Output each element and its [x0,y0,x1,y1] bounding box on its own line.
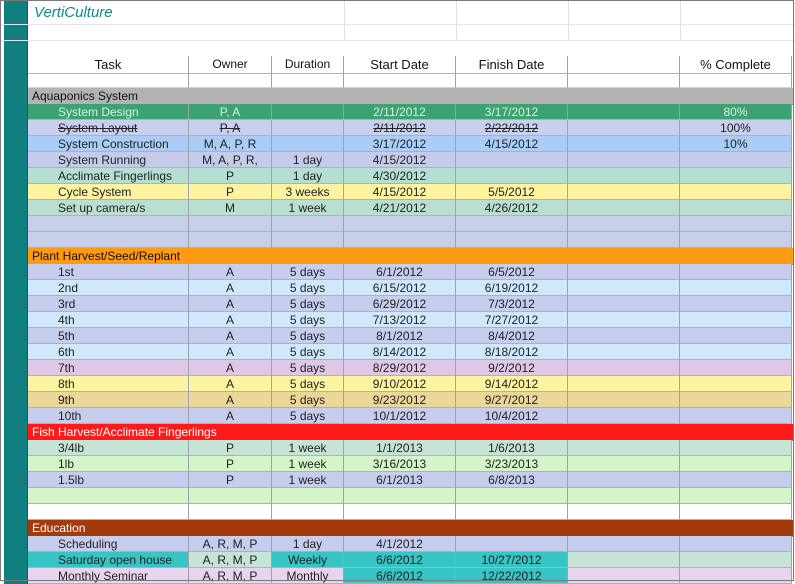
task-cell[interactable]: 10th [28,408,189,424]
percent-complete-cell[interactable] [680,344,792,360]
duration-cell[interactable] [272,488,344,504]
row-marker [4,504,28,520]
duration-cell[interactable]: 1 week [272,440,344,456]
table-row [0,152,795,168]
finish-date-cell[interactable] [456,168,568,184]
percent-complete-cell[interactable] [680,440,792,456]
start-date-cell[interactable]: 6/15/2012 [344,280,456,296]
blank-cell[interactable] [568,232,680,248]
row-marker [4,536,28,552]
owner-cell[interactable]: P [189,168,272,184]
row-marker [4,25,28,40]
percent-complete-cell[interactable]: 10% [680,136,792,152]
percent-complete-cell[interactable] [680,456,792,472]
blank-cell[interactable] [568,488,680,504]
table-row [0,472,795,488]
duration-cell[interactable]: 5 days [272,360,344,376]
section-row [0,248,795,264]
table-row [0,344,795,360]
table-row [0,552,795,568]
task-cell[interactable]: 3rd [28,296,189,312]
duration-cell[interactable]: 1 week [272,456,344,472]
blank-cell[interactable] [568,200,680,216]
task-cell[interactable]: Set up camera/s [28,200,189,216]
row-marker [4,312,28,328]
finish-date-cell[interactable]: 4/26/2012 [456,200,568,216]
row-marker [4,440,28,456]
blank-cell[interactable] [568,120,680,136]
percent-complete-cell[interactable] [680,328,792,344]
finish-date-cell[interactable]: 7/27/2012 [456,312,568,328]
blank-row [0,504,795,520]
duration-cell[interactable]: 5 days [272,312,344,328]
table-row [0,280,795,296]
task-cell[interactable]: Scheduling [28,536,189,552]
start-date-cell[interactable]: 4/21/2012 [344,200,456,216]
row-marker [4,152,28,168]
duration-cell[interactable]: 5 days [272,280,344,296]
blank-cell[interactable] [568,264,680,280]
blank-cell[interactable] [568,360,680,376]
owner-cell[interactable]: A [189,280,272,296]
empty-row [0,24,795,40]
task-cell[interactable]: 6th [28,344,189,360]
section-title[interactable]: Plant Harvest/Seed/Replant [32,249,181,263]
table-row [0,376,795,392]
duration-cell[interactable]: 1 day [272,152,344,168]
blank-cell[interactable] [568,328,680,344]
task-cell[interactable]: 4th [28,312,189,328]
start-date-cell[interactable]: 8/29/2012 [344,360,456,376]
blank-cell[interactable] [568,312,680,328]
finish-date-cell[interactable]: 3/23/2013 [456,456,568,472]
header-owner[interactable]: Owner [189,56,272,74]
task-cell[interactable]: 5th [28,328,189,344]
finish-date-cell[interactable] [456,152,568,168]
owner-cell[interactable]: P, A [189,120,272,136]
row-marker [4,74,28,88]
duration-cell[interactable]: 5 days [272,264,344,280]
table-row [0,440,795,456]
row-marker [4,216,28,232]
start-date-cell[interactable]: 6/6/2012 [344,568,456,584]
table-row [0,200,795,216]
task-cell[interactable]: 1st [28,264,189,280]
row-marker [4,168,28,184]
section-title[interactable]: Education [32,521,86,535]
table-row [0,360,795,376]
duration-cell[interactable]: 5 days [272,344,344,360]
duration-cell[interactable]: 5 days [272,296,344,312]
start-date-cell[interactable]: 6/6/2012 [344,552,456,568]
owner-cell[interactable]: A [189,360,272,376]
task-cell[interactable] [28,232,189,248]
finish-date-cell[interactable]: 7/3/2012 [456,296,568,312]
percent-complete-cell[interactable] [680,536,792,552]
section-row [0,88,795,104]
owner-cell[interactable]: A, R, M, P [189,536,272,552]
start-date-cell[interactable]: 4/15/2012 [344,152,456,168]
task-cell[interactable]: 3/4lb [28,440,189,456]
task-cell[interactable]: 9th [28,392,189,408]
percent-complete-cell[interactable] [680,200,792,216]
table-row [0,408,795,424]
percent-complete-cell[interactable] [680,184,792,200]
owner-cell[interactable]: A [189,296,272,312]
task-cell[interactable]: System Design [28,104,189,120]
owner-cell[interactable]: A [189,376,272,392]
start-date-cell[interactable]: 4/30/2012 [344,168,456,184]
percent-complete-cell[interactable]: 80% [680,104,792,120]
blank-row [0,232,795,248]
blank-cell[interactable] [568,408,680,424]
section-title[interactable]: Aquaponics System [32,89,139,103]
percent-complete-cell[interactable] [680,392,792,408]
percent-complete-cell[interactable] [680,488,792,504]
task-cell[interactable]: System Construction [28,136,189,152]
row-marker [4,328,28,344]
owner-cell[interactable]: M [189,200,272,216]
blank-cell[interactable] [568,440,680,456]
blank-cell[interactable] [568,104,680,120]
task-cell[interactable]: Saturday open house [28,552,189,568]
owner-cell[interactable]: P [189,456,272,472]
owner-cell[interactable]: A [189,392,272,408]
start-date-cell[interactable]: 8/14/2012 [344,344,456,360]
finish-date-cell[interactable]: 10/27/2012 [456,552,568,568]
column-header-row [0,56,795,74]
start-date-cell[interactable]: 6/1/2013 [344,472,456,488]
duration-cell[interactable] [272,216,344,232]
blank-cell[interactable] [568,296,680,312]
table-row [0,104,795,120]
start-date-cell[interactable]: 6/29/2012 [344,296,456,312]
finish-date-cell[interactable]: 6/5/2012 [456,264,568,280]
row-marker [4,376,28,392]
owner-cell[interactable]: A [189,312,272,328]
blank-cell[interactable] [568,280,680,296]
owner-cell[interactable]: A [189,344,272,360]
duration-cell[interactable]: 5 days [272,376,344,392]
duration-cell[interactable] [272,104,344,120]
table-row [0,392,795,408]
table-row [0,120,795,136]
section-band [28,520,794,537]
task-cell[interactable]: Acclimate Fingerlings [28,168,189,184]
start-date-cell[interactable]: 3/16/2013 [344,456,456,472]
percent-complete-cell[interactable] [680,552,792,568]
duration-cell[interactable] [272,120,344,136]
row-marker [4,248,28,264]
task-cell[interactable]: System Running [28,152,189,168]
duration-cell[interactable]: 3 weeks [272,184,344,200]
row-marker [4,88,28,104]
percent-complete-cell[interactable] [680,232,792,248]
percent-complete-cell[interactable] [680,152,792,168]
duration-cell[interactable]: 5 days [272,408,344,424]
header-task[interactable]: Task [28,56,189,74]
table-row [0,184,795,200]
row-marker [4,232,28,248]
row-marker [4,552,28,568]
table-row [0,328,795,344]
blank-cell[interactable] [568,472,680,488]
finish-date-cell[interactable]: 8/18/2012 [456,344,568,360]
blank-cell[interactable] [568,152,680,168]
percent-complete-cell[interactable] [680,216,792,232]
start-date-cell[interactable]: 1/1/2013 [344,440,456,456]
start-date-cell[interactable]: 9/10/2012 [344,376,456,392]
blank-row [0,488,795,504]
start-date-cell[interactable]: 2/11/2012 [344,120,456,136]
row-marker [4,264,28,280]
start-date-cell[interactable]: 10/1/2012 [344,408,456,424]
empty-row [0,40,795,56]
finish-date-cell[interactable]: 9/27/2012 [456,392,568,408]
row-marker [4,456,28,472]
row-marker [4,0,28,24]
duration-cell[interactable] [272,136,344,152]
blank-cell[interactable] [568,456,680,472]
row-marker [4,136,28,152]
duration-cell[interactable]: 5 days [272,392,344,408]
spacer-row [0,74,795,88]
table-row [0,296,795,312]
header-duration[interactable]: Duration [272,56,344,74]
percent-complete-cell[interactable]: 100% [680,120,792,136]
table-row [0,312,795,328]
owner-cell[interactable]: A, R, M, P [189,568,272,584]
blank-cell[interactable] [568,344,680,360]
finish-date-cell[interactable]: 12/22/2012 [456,568,568,584]
task-cell[interactable]: 2nd [28,280,189,296]
finish-date-cell[interactable]: 5/5/2012 [456,184,568,200]
header-percent-complete[interactable]: % Complete [680,56,792,74]
row-marker [4,360,28,376]
owner-cell[interactable]: A [189,328,272,344]
blank-row [0,216,795,232]
table-row [0,168,795,184]
duration-cell[interactable]: 1 week [272,472,344,488]
start-date-cell[interactable] [344,216,456,232]
start-date-cell[interactable]: 9/23/2012 [344,392,456,408]
owner-cell[interactable]: A, R, M, P [189,552,272,568]
task-cell[interactable]: Cycle System [28,184,189,200]
owner-cell[interactable]: P, A [189,104,272,120]
row-marker [4,472,28,488]
start-date-cell[interactable]: 4/1/2012 [344,536,456,552]
percent-complete-cell[interactable] [680,360,792,376]
finish-date-cell[interactable]: 6/8/2013 [456,472,568,488]
percent-complete-cell[interactable] [680,376,792,392]
table-row [0,264,795,280]
owner-cell[interactable] [189,504,272,520]
start-date-cell[interactable]: 2/11/2012 [344,104,456,120]
table-row [0,536,795,552]
row-marker [4,120,28,136]
owner-cell[interactable]: M, A, P, R, [189,152,272,168]
blank-cell[interactable] [568,552,680,568]
row-marker [4,392,28,408]
blank-cell[interactable] [568,376,680,392]
duration-cell[interactable]: 1 day [272,168,344,184]
finish-date-cell[interactable]: 10/4/2012 [456,408,568,424]
row-marker [4,488,28,504]
start-date-cell[interactable]: 7/13/2012 [344,312,456,328]
start-date-cell[interactable]: 4/15/2012 [344,184,456,200]
row-marker [4,280,28,296]
finish-date-cell[interactable] [456,232,568,248]
row-marker [4,520,28,536]
task-cell[interactable]: 1lb [28,456,189,472]
blank-cell[interactable] [568,168,680,184]
start-date-cell[interactable]: 6/1/2012 [344,264,456,280]
duration-cell[interactable]: 1 day [272,536,344,552]
row-marker [4,408,28,424]
table-row [0,456,795,472]
finish-date-cell[interactable]: 8/4/2012 [456,328,568,344]
percent-complete-cell[interactable] [680,312,792,328]
task-cell[interactable]: 7th [28,360,189,376]
percent-complete-cell[interactable] [680,264,792,280]
percent-complete-cell[interactable] [680,168,792,184]
row-marker [4,200,28,216]
task-cell[interactable] [28,216,189,232]
section-row [0,520,795,536]
section-row [0,424,795,440]
percent-complete-cell[interactable] [680,296,792,312]
table-row [0,136,795,152]
row-marker [4,344,28,360]
start-date-cell[interactable] [344,488,456,504]
duration-cell[interactable] [272,504,344,520]
blank-cell[interactable] [568,536,680,552]
finish-date-cell[interactable] [456,536,568,552]
owner-cell[interactable] [189,232,272,248]
task-cell[interactable] [28,504,189,520]
task-cell[interactable]: Monthly Seminar [28,568,189,584]
duration-cell[interactable]: 1 week [272,200,344,216]
section-band [28,88,794,105]
finish-date-cell[interactable]: 2/22/2012 [456,120,568,136]
row-marker [4,56,28,74]
owner-cell[interactable]: P [189,472,272,488]
finish-date-cell[interactable]: 3/17/2012 [456,104,568,120]
percent-complete-cell[interactable] [680,280,792,296]
blank-cell[interactable] [568,504,680,520]
percent-complete-cell[interactable] [680,472,792,488]
blank-cell[interactable] [568,136,680,152]
app-title: VertiCulture [34,4,113,21]
task-cell[interactable] [28,488,189,504]
blank-cell[interactable] [568,184,680,200]
owner-cell[interactable] [189,488,272,504]
owner-cell[interactable]: M, A, P, R [189,136,272,152]
finish-date-cell[interactable]: 1/6/2013 [456,440,568,456]
duration-cell[interactable]: Weekly [272,552,344,568]
owner-cell[interactable]: P [189,184,272,200]
finish-date-cell[interactable]: 9/14/2012 [456,376,568,392]
task-cell[interactable]: 8th [28,376,189,392]
header-blank[interactable] [568,56,680,74]
owner-cell[interactable] [189,216,272,232]
header-start-date[interactable]: Start Date [344,56,456,74]
row-marker [4,104,28,120]
finish-date-cell[interactable] [456,488,568,504]
duration-cell[interactable]: Monthly [272,568,344,584]
finish-date-cell[interactable]: 6/19/2012 [456,280,568,296]
percent-complete-cell[interactable] [680,504,792,520]
header-finish-date[interactable]: Finish Date [456,56,568,74]
percent-complete-cell[interactable] [680,408,792,424]
task-cell[interactable]: System Layout [28,120,189,136]
start-date-cell[interactable] [344,232,456,248]
start-date-cell[interactable]: 3/17/2012 [344,136,456,152]
duration-cell[interactable]: 5 days [272,328,344,344]
start-date-cell[interactable] [344,504,456,520]
section-title[interactable]: Fish Harvest/Acclimate Fingerlings [32,425,217,439]
row-marker [4,184,28,200]
owner-cell[interactable]: A [189,408,272,424]
finish-date-cell[interactable] [456,216,568,232]
row-marker [4,424,28,440]
finish-date-cell[interactable]: 4/15/2012 [456,136,568,152]
duration-cell[interactable] [272,232,344,248]
row-marker [4,296,28,312]
finish-date-cell[interactable]: 9/2/2012 [456,360,568,376]
finish-date-cell[interactable] [456,504,568,520]
start-date-cell[interactable]: 8/1/2012 [344,328,456,344]
title-row [0,0,795,24]
blank-cell[interactable] [568,392,680,408]
row-marker [4,41,28,56]
blank-cell[interactable] [568,216,680,232]
owner-cell[interactable]: A [189,264,272,280]
owner-cell[interactable]: P [189,440,272,456]
task-cell[interactable]: 1.5lb [28,472,189,488]
